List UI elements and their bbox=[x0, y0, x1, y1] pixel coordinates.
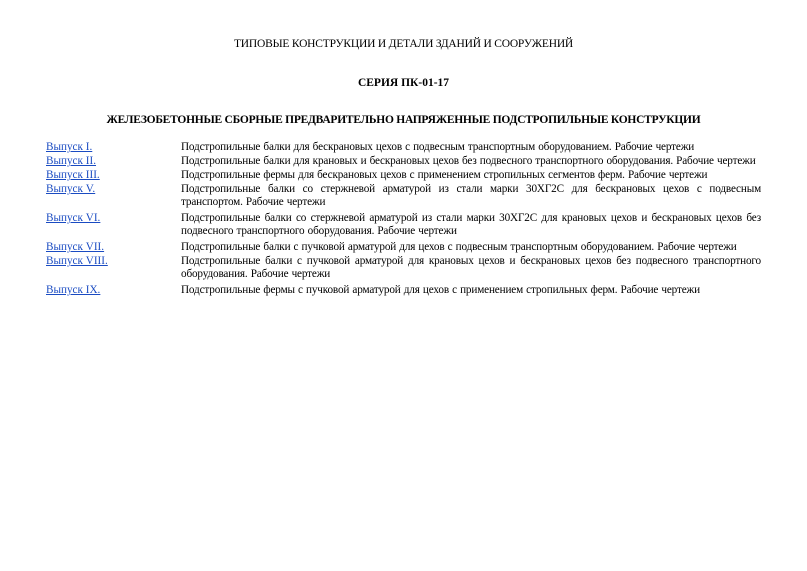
release-link-7[interactable]: Выпуск VII. bbox=[46, 241, 105, 253]
release-row-6 bbox=[46, 212, 761, 238]
release-description-7: Подстропильные балки с пучковой арматурой для цехов с подвесным транспортным оборудованием. Рабочие чертежи bbox=[181, 241, 737, 253]
release-link-9[interactable]: Выпуск IX. bbox=[46, 284, 101, 296]
release-row-1 bbox=[46, 141, 761, 154]
release-description-2: Подстропильные балки для крановых и бескрановых цехов без подвесного транспортного оборудования. Рабочие чертежи bbox=[181, 155, 756, 167]
release-link-2[interactable]: Выпуск II. bbox=[46, 155, 97, 167]
release-row-2 bbox=[46, 155, 761, 168]
release-row-7 bbox=[46, 241, 761, 254]
section-title: ЖЕЛЕЗОБЕТОННЫЕ СБОРНЫЕ ПРЕДВАРИТЕЛЬНО НАПРЯЖЕННЫЕ ПОДСТРОПИЛЬНЫЕ КОНСТРУКЦИИ bbox=[106, 114, 701, 126]
release-link-1[interactable]: Выпуск I. bbox=[46, 141, 93, 153]
release-row-9 bbox=[46, 284, 761, 297]
release-description-1: Подстропильные балки для бескрановых цехов с подвесным транспортным оборудованием. Рабочие чертежи bbox=[181, 141, 695, 153]
release-description-8: Подстропильные балки с пучковой арматурой для крановых цехов и бескрановых цехов без подвесного транспортного оборудования. Рабочие чертежи bbox=[181, 255, 761, 280]
document-main-title: ТИПОВЫЕ КОНСТРУКЦИИ И ДЕТАЛИ ЗДАНИЙ И СООРУЖЕНИЙ bbox=[233, 38, 574, 50]
release-list bbox=[46, 141, 761, 298]
release-description-9: Подстропильные фермы с пучковой арматурой для цехов с применением стропильных ферм. Рабочие чертежи bbox=[181, 284, 700, 296]
release-link-5[interactable]: Выпуск V. bbox=[46, 183, 96, 195]
series-title: СЕРИЯ ПК-01-17 bbox=[357, 77, 450, 89]
release-row-3 bbox=[46, 169, 761, 182]
release-description-3: Подстропильные фермы для бескрановых цехов с применением стропильных сегментов ферм. Рабочие чертежи bbox=[181, 169, 708, 181]
release-link-6[interactable]: Выпуск VI. bbox=[46, 212, 101, 224]
release-link-8[interactable]: Выпуск VIII. bbox=[46, 255, 108, 267]
release-description-5: Подстропильные балки со стержневой арматурой из стали марки 30ХГ2С для бескрановых цехов с подвесным транспортом. Рабочие чертежи bbox=[181, 183, 761, 208]
release-link-3[interactable]: Выпуск III. bbox=[46, 169, 100, 181]
release-row-5 bbox=[46, 183, 761, 209]
release-description-6: Подстропильные балки со стержневой арматурой из стали марки 30ХГ2С для крановых цехов и бескрановых цехов без подвесного транспортного оборудования. Рабочие чертежи bbox=[181, 212, 761, 237]
release-row-8 bbox=[46, 255, 761, 281]
